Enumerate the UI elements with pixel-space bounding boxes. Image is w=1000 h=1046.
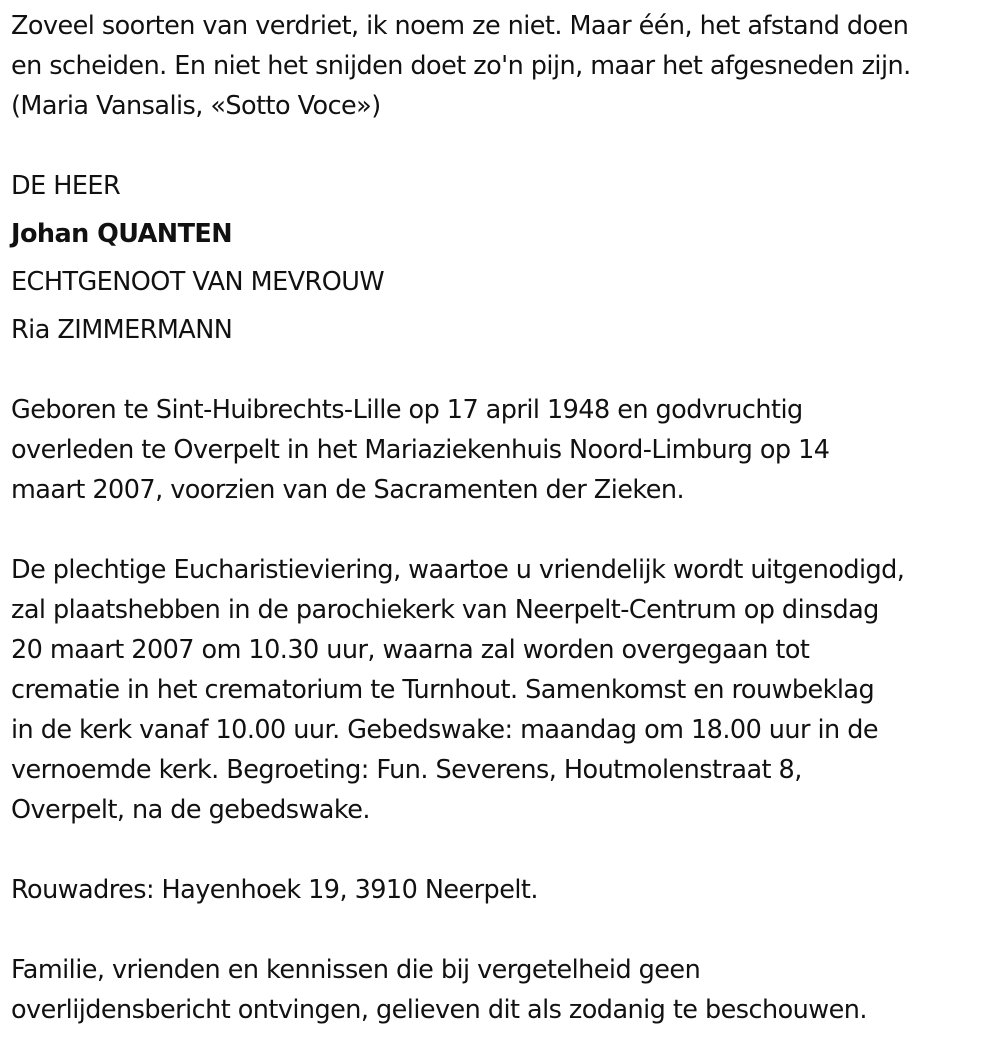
- text-line: 20 maart 2007 om 10.30 uur, waarna zal worden overgegaan tot: [11, 635, 810, 665]
- relation-label: ECHTGENOOT VAN MEVROUW: [11, 267, 385, 297]
- text-line: zal plaatshebben in de parochiekerk van Neerpelt-Centrum op dinsdag: [11, 595, 879, 625]
- deceased-name: Johan QUANTEN: [11, 219, 233, 249]
- ceremony-paragraph: [11, 550, 996, 830]
- text-line: vernoemde kerk. Begroeting: Fun. Severens, Houtmolenstraat 8,: [11, 755, 802, 785]
- text-line: De plechtige Eucharistieviering, waartoe u vriendelijk wordt uitgenodigd,: [11, 555, 905, 585]
- birth-death-paragraph: [11, 390, 996, 510]
- paragraph-gap: [11, 830, 996, 870]
- paragraph-gap: [11, 126, 996, 166]
- mourning-address: Rouwadres: Hayenhoek 19, 3910 Neerpelt.: [11, 875, 538, 905]
- paragraph-gap: [11, 510, 996, 550]
- obituary-document: [11, 6, 996, 1030]
- deceased-name-block: [11, 162, 996, 354]
- notice-paragraph: [11, 950, 996, 1030]
- text-line: overlijdensbericht ontvingen, gelieven dit als zodanig te beschouwen.: [11, 995, 867, 1025]
- quote-paragraph: [11, 6, 996, 126]
- text-line: crematie in het crematorium te Turnhout. Samenkomst en rouwbeklag: [11, 675, 875, 705]
- quote-line: en scheiden. En niet het snijden doet zo'n pijn, maar het afgesneden zijn.: [11, 51, 911, 81]
- paragraph-gap: [11, 910, 996, 950]
- text-line: in de kerk vanaf 10.00 uur. Gebedswake: maandag om 18.00 uur in de: [11, 715, 878, 745]
- text-line: Geboren te Sint-Huibrechts-Lille op 17 april 1948 en godvruchtig: [11, 395, 803, 425]
- spouse-name: Ria ZIMMERMANN: [11, 315, 233, 345]
- quote-attribution: (Maria Vansalis, «Sotto Voce»): [11, 91, 381, 121]
- text-line: overleden te Overpelt in het Mariaziekenhuis Noord-Limburg op 14: [11, 435, 830, 465]
- quote-line: Zoveel soorten van verdriet, ik noem ze niet. Maar één, het afstand doen: [11, 11, 909, 41]
- text-line: Familie, vrienden en kennissen die bij vergetelheid geen: [11, 955, 701, 985]
- text-line: maart 2007, voorzien van de Sacramenten der Zieken.: [11, 475, 685, 505]
- paragraph-gap: [11, 350, 996, 390]
- text-line: Overpelt, na de gebedswake.: [11, 795, 370, 825]
- deceased-title: DE HEER: [11, 171, 121, 201]
- address-paragraph: [11, 870, 996, 910]
